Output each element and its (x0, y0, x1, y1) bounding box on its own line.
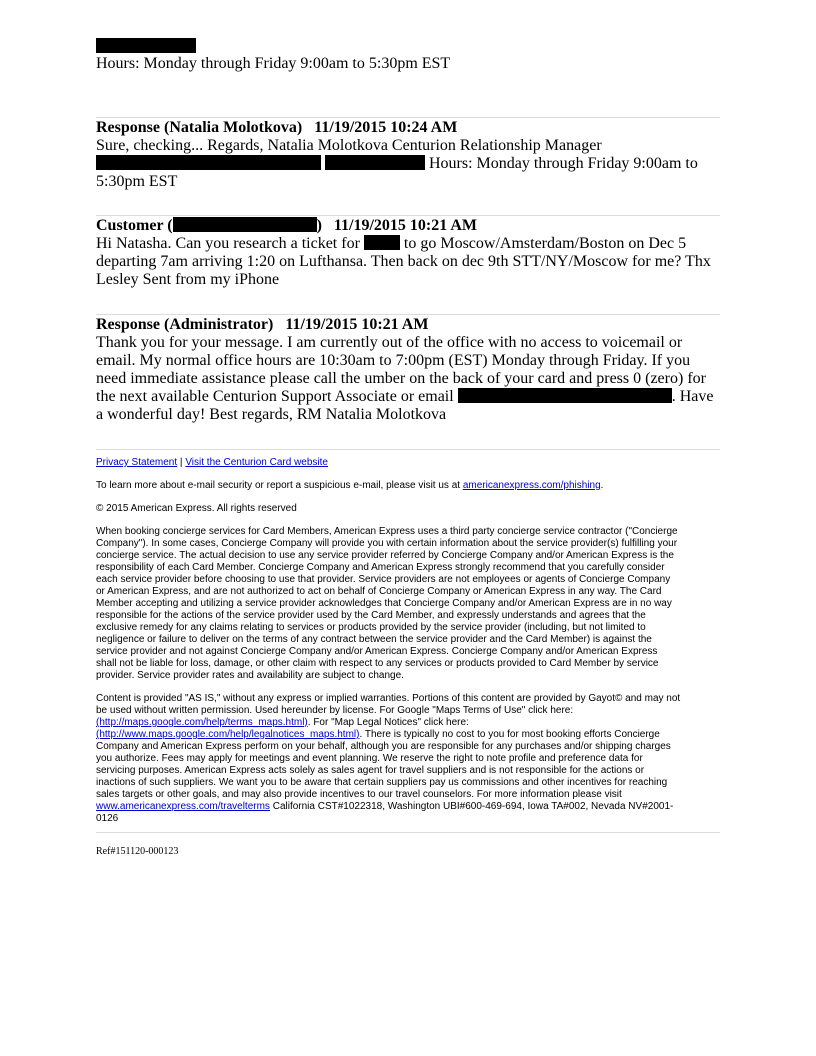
message-line: need immediate assistance please call the umber on the back of your card and press 0 (zero) for (96, 370, 706, 387)
disclaimer-line: Member accepting and utilizing a service provider acknowledges that Concierge Company and/or American Express are in no way (96, 598, 672, 609)
redacted-block (458, 388, 672, 403)
redacted-block (96, 38, 196, 53)
top-hours: Hours: Monday through Friday 9:00am to 5:30pm EST (96, 55, 451, 72)
disclaimer-line (96, 729, 720, 741)
divider (96, 449, 720, 450)
message-line: Lesley Sent from my iPhone (96, 271, 280, 288)
disclaimer-line: inactions of such suppliers. We want you to be aware that certain suppliers pay us commissions and other incentives for reaching (96, 777, 668, 788)
disclaimer-line: responsible for the actions of the service provider used by the Card Member, and expressly understands and agrees that the (96, 610, 646, 621)
divider (96, 117, 720, 118)
disclaimer-line: Company"). In some cases, Concierge Company will provide you with certain information about the service provider(s) fulfilling your (96, 538, 678, 549)
message-line: a wonderful day! Best regards, RM Natalia Molotkova (96, 406, 447, 423)
disclaimer-line: service provider and not against Concierge Company and/or American Express. Concierge Company and/or American Express (96, 646, 658, 657)
legal-notices-link[interactable]: (http://www.maps.google.com/help/legalnotices_maps.html) (96, 729, 360, 740)
content-disclaimer (96, 693, 720, 825)
disclaimer-line: provider. Service provider rates and availability are subject to change. (96, 670, 404, 681)
message-header (96, 217, 720, 235)
disclaimer-line: be used without written permission. Used hereunder by license. For Google "Maps Terms of Use" click here: (96, 705, 574, 716)
redacted-block (364, 235, 400, 250)
message-line (96, 235, 720, 253)
message-text: Hi Natasha. Can you research a ticket for (96, 235, 364, 252)
maps-terms-link[interactable]: (http://maps.google.com/help/terms_maps.html) (96, 717, 308, 728)
divider (96, 314, 720, 315)
footer (96, 457, 720, 825)
disclaimer-line: concierge service. The actual decision to use any service provider referred by Concierge Company and/or American Express is the (96, 550, 674, 561)
footer-links (96, 457, 720, 469)
disclaimer-line: Company and American Express perform on your behalf, although you are responsible for any purchases and/or shipping charges (96, 741, 671, 752)
disclaimer-line (96, 801, 720, 813)
message-line (96, 388, 720, 406)
message-text: Hours: Monday through Friday 9:00am to (425, 155, 698, 172)
message-line: Sure, checking... Regards, Natalia Molotkova Centurion Relationship Manager (96, 137, 602, 154)
message-line: Thank you for your message. I am currently out of the office with no access to voicemail or (96, 334, 683, 351)
message-line: departing 7am arriving 1:20 on Lufthansa. Then back on dec 9th STT/NY/Moscow for me? Thx (96, 253, 711, 270)
disclaimer-text: California CST#1022318, Washington UBI#600-469-694, Iowa TA#002, Nevada NV#2001- (269, 801, 674, 812)
disclaimer-line: you authorize. Fees may apply for meetings and event planning. We reserve the right to note profile and preference data for (96, 753, 643, 764)
copyright: © 2015 American Express. All rights reserved (96, 503, 297, 514)
disclaimer-line: When booking concierge services for Card Members, American Express uses a third party concierge service contractor ("Concierge (96, 526, 678, 537)
message-header: Response (Administrator) 11/19/2015 10:21 AM (96, 316, 429, 333)
disclaimer-text: . There is typically no cost to you for most booking efforts Concierge (359, 729, 660, 740)
security-text: To learn more about e-mail security or report a suspicious e-mail, please visit us at (96, 480, 463, 491)
message-header: Response (Natalia Molotkova) 11/19/2015 10:24 AM (96, 119, 458, 136)
security-end: . (600, 480, 604, 491)
divider (96, 215, 720, 216)
disclaimer-line: 0126 (96, 813, 119, 824)
disclaimer-line: responsibility of each Card Member. Concierge Company and American Express strongly recommend that you carefully consider (96, 562, 665, 573)
disclaimer-line: negligence or failure to deliver on the terms of any contract between the service provider and the Card Member) is against the (96, 634, 652, 645)
centurion-card-link[interactable]: Visit the Centurion Card website (185, 457, 328, 468)
message-natalia (96, 119, 720, 191)
redacted-block (96, 155, 321, 170)
disclaimer-line: sales targets or other goals, and may also provide incentives to our travel counselors. For more information please visit (96, 789, 622, 800)
divider (96, 832, 720, 833)
security-notice (96, 480, 720, 492)
disclaimer-line (96, 717, 720, 729)
message-header-prefix: Customer ( (96, 217, 173, 234)
redacted-block (325, 155, 425, 170)
disclaimer-line: servicing purposes. American Express acts solely as sales agent for travel suppliers and is not responsible for the actions or (96, 765, 645, 776)
disclaimer-line: exclusive remedy for any claims relating to services or products provided by the service provider (including, but not limited to (96, 622, 646, 633)
message-header-suffix: ) 11/19/2015 10:21 AM (316, 217, 478, 234)
message-text: the next available Centurion Support Associate or email (96, 388, 458, 405)
message-line: 5:30pm EST (96, 173, 178, 190)
disclaimer-line: each service provider before choosing to use that provider. Service providers are not employees or agents of Concierge Company (96, 574, 671, 585)
privacy-statement-link[interactable]: Privacy Statement (96, 457, 178, 468)
disclaimer-line: shall not be liable for loss, damage, or other claim with respect to any services or products provided to Card Member by service (96, 658, 659, 669)
redacted-block (173, 217, 317, 232)
reference-number: Ref#151120-000123 (96, 846, 179, 857)
message-customer (96, 217, 720, 289)
message-line: email. My normal office hours are 10:30am to 7:00pm (EST) Monday through Friday. If you (96, 352, 691, 369)
concierge-disclaimer (96, 526, 720, 682)
phishing-link[interactable]: americanexpress.com/phishing (462, 480, 601, 491)
message-text: to go Moscow/Amsterdam/Boston on Dec 5 (399, 235, 687, 252)
disclaimer-text: . For "Map Legal Notices" click here: (307, 717, 469, 728)
link-separator: | (177, 457, 186, 468)
message-text: . Have (671, 388, 714, 405)
disclaimer-line: Content is provided "AS IS," without any express or implied warranties. Portions of this content are provided by Gayot© and may not (96, 693, 681, 704)
disclaimer-line: or American Express, and are not authorized to act on behalf of Concierge Company or American Express in any way. The Card (96, 586, 662, 597)
message-administrator (96, 316, 720, 424)
message-line (96, 155, 720, 173)
travelterms-link[interactable]: www.americanexpress.com/travelterms (96, 801, 270, 812)
